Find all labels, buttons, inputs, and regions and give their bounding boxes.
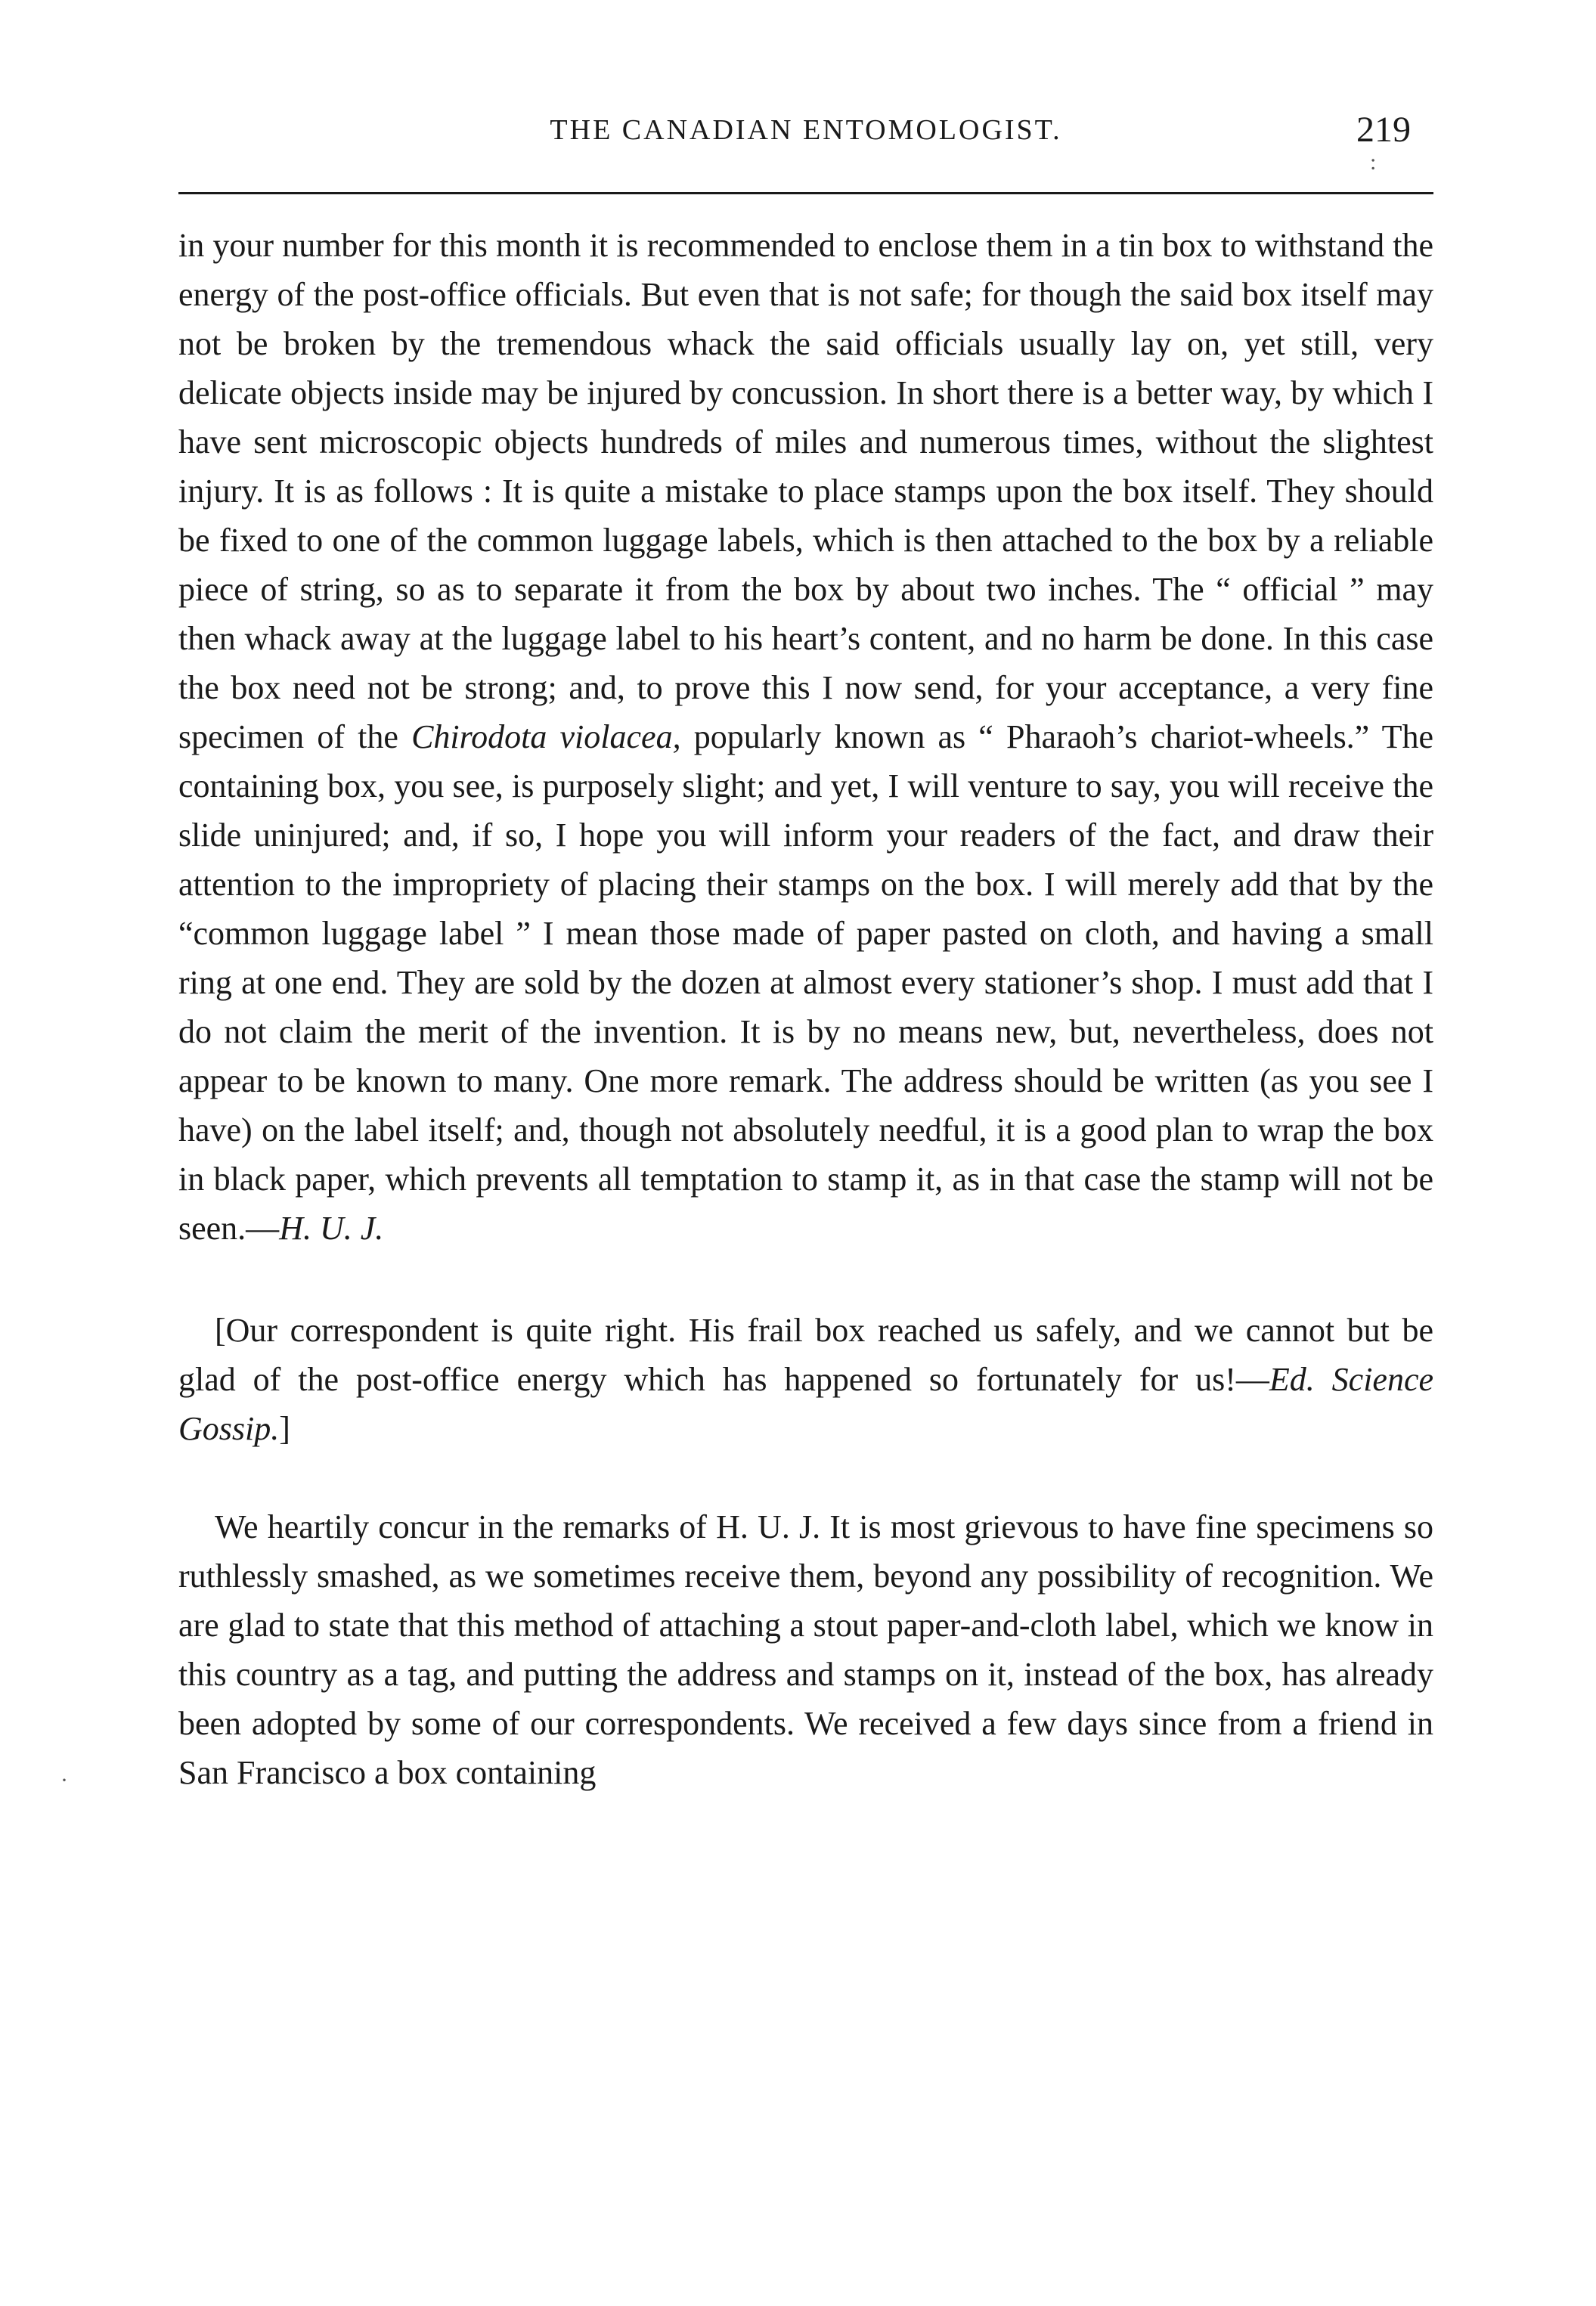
letter-signature: H. U. J. [279,1210,384,1247]
article-body [178,221,1433,1797]
main-paragraph-text: We heartily concur in the remarks of H. U. J. It is most grievous to have fine specimens so ruthlessly smashed, as we sometimes receive them, beyond any possibility of recognition. We are glad to state that this method of attaching a stout paper-and-cloth label, which we know in this country as a tag, and putting the address and stamps on it, instead of the box, has already been adopted by some of our correspondents. We received a few days since from a friend in San Francisco a box containing [178,1508,1433,1791]
margin-speck: : [1370,150,1377,175]
editor-note-paragraph [178,1306,1433,1453]
page-number: 219 [1356,110,1411,150]
journal-title: THE CANADIAN ENTOMOLOGIST. [550,114,1062,146]
letter-paragraph [178,221,1433,1253]
running-head [178,110,1433,159]
editor-note-text: [Our correspondent is quite right. His frail box reached us safely, and we cannot but be glad of the post-office energy which has happened so fortunately for us!— [178,1312,1433,1398]
main-paragraph [178,1502,1433,1797]
margin-speck: · [60,1768,68,1793]
letter-text-part2: popularly known as “ Pharaoh’s chariot-wheels.” The containing box, you see, is purposely slight; and yet, I will venture to say, you will receive the slide uninjured; and, if so, I hope you will inform your readers of the fact, and draw their attention to the impropriety of placing their stamps on the box. I will merely add that by the “common luggage label ” I mean those made of paper pasted on cloth, and having a small ring at one end. They are sold by the dozen at almost every stationer’s shop. I must add that I do not claim the merit of the invention. It is by no means new, but, nevertheless, does not appear to be known to many. One more remark. The address should be written (as you see I have) on the label itself; and, though not absolutely needful, it is a good plan to wrap the box in black paper, which prevents all temptation to stamp it, as in that case the stamp will not be seen.— [178,718,1433,1247]
header-rule [178,192,1433,194]
letter-text-part1: in your number for this month it is recommended to enclose them in a tin box to withstand the energy of the post-office officials. But even that is not safe; for though the said box itself may not be broken by the tremendous whack the said officials usually lay on, yet still, very delicate objects inside may be injured by concussion. In short there is a better way, by which I have sent microscopic objects hundreds of miles and numerous times, without the slightest injury. It is as follows : It is quite a mistake to place stamps upon the box itself. They should be fixed to one of the common luggage labels, which is then attached to the box by a reliable piece of string, so as to separate it from the box by about two inches. The “ official ” may then whack away at the luggage label to his heart’s content, and no harm be done. In this case the box need not be strong; and, to prove this I now send, for your acceptance, a very fine specimen of the [178,227,1433,755]
editor-note-credit: Ed. Science Gossip. [178,1361,1434,1447]
editor-note-close: ] [279,1410,290,1447]
species-name: Chirodota violacea, [411,718,681,755]
